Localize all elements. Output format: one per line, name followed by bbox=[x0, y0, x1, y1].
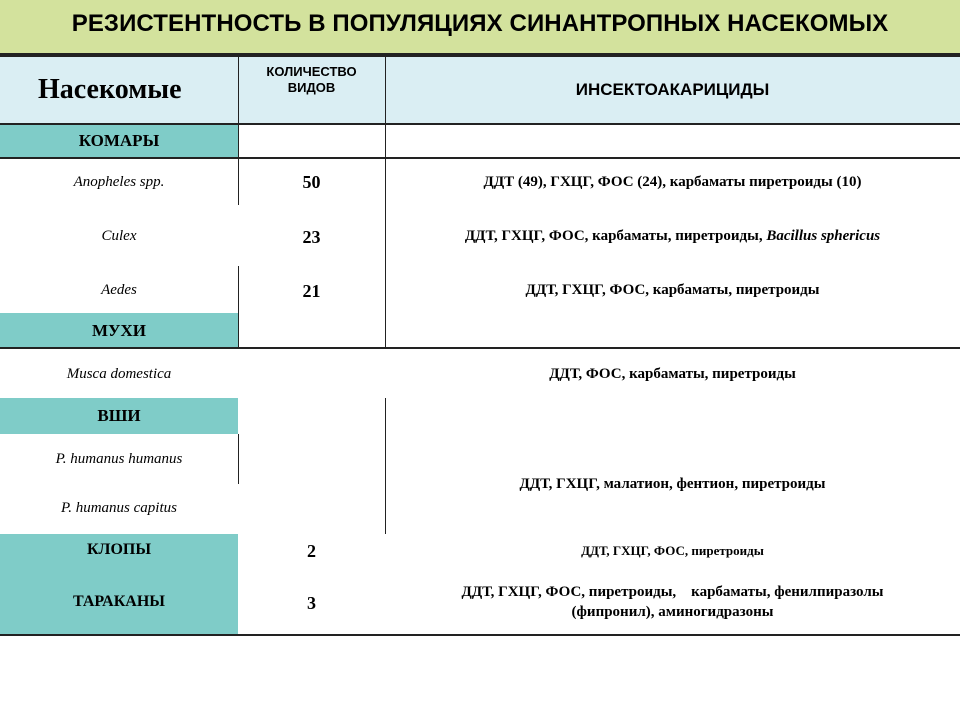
insecticides-culex-text: ДДТ, ГХЦГ, ФОС, карбаматы, пиретроиды, bbox=[464, 228, 763, 244]
vline-col2-header bbox=[385, 57, 386, 124]
insecticides-bugs: ДДТ, ГХЦГ, ФОС, пиретроиды bbox=[581, 543, 764, 558]
header-count-line2: ВИДОВ bbox=[287, 80, 336, 95]
category-mosquitoes: КОМАРЫ bbox=[78, 131, 160, 150]
insecticides-culex-italic: Bacillus sphericus bbox=[766, 228, 881, 244]
header-insects: Насекомые bbox=[38, 74, 182, 105]
vline-col1-c bbox=[238, 434, 239, 484]
insecticides-aedes: ДДТ, ГХЦГ, ФОС, карбаматы, пиретроиды bbox=[525, 282, 820, 298]
insect-capitis: P. humanus capitus bbox=[61, 500, 177, 516]
insect-aedes: Aedes bbox=[101, 282, 137, 298]
insecticides-culex bbox=[385, 228, 960, 245]
vline-col2-b bbox=[385, 398, 386, 534]
count-bugs: 2 bbox=[307, 541, 316, 561]
count-anopheles: 50 bbox=[302, 172, 321, 192]
rule-flies-bottom bbox=[0, 347, 960, 349]
insect-humanus: P. humanus humanus bbox=[55, 451, 183, 467]
header-insecticides: ИНСЕКТОАКАРИЦИДЫ bbox=[575, 80, 770, 99]
vline-col1-b bbox=[238, 266, 239, 348]
count-culex: 23 bbox=[302, 227, 321, 247]
rule-table-bottom bbox=[0, 634, 960, 636]
category-cockroaches: ТАРАКАНЫ bbox=[72, 593, 166, 610]
insect-musca: Musca domestica bbox=[66, 366, 172, 382]
insect-culex: Culex bbox=[101, 228, 137, 244]
count-aedes: 21 bbox=[302, 281, 321, 301]
slide-title: РЕЗИСТЕНТНОСТЬ В ПОПУЛЯЦИЯХ СИНАНТРОПНЫХ НАСЕКОМЫХ bbox=[71, 10, 889, 37]
header-count-line1: КОЛИЧЕСТВО bbox=[266, 64, 357, 79]
insecticides-cockroaches-line2: (фипронил), аминогидразоны bbox=[571, 604, 774, 620]
rule-header-top bbox=[0, 55, 960, 57]
category-flies: МУХИ bbox=[91, 321, 147, 340]
insecticides-cockroaches-line1: ДДТ, ГХЦГ, ФОС, пиретроиды, карбаматы, фенилпиразолы bbox=[461, 584, 884, 600]
category-lice: ВШИ bbox=[97, 406, 141, 425]
insecticides-lice: ДДТ, ГХЦГ, малатион, фентион, пиретроиды bbox=[519, 476, 826, 492]
insect-anopheles: Anopheles spp. bbox=[73, 174, 165, 190]
category-bugs: КЛОПЫ bbox=[86, 541, 152, 558]
count-cockroaches: 3 bbox=[307, 593, 316, 613]
insecticides-musca: ДДТ, ФОС, карбаматы, пиретроиды bbox=[549, 366, 796, 382]
title-bar bbox=[0, 0, 960, 55]
insecticides-anopheles: ДДТ (49), ГХЦГ, ФОС (24), карбаматы пиретроиды (10) bbox=[483, 174, 862, 190]
rule-header-bottom bbox=[0, 123, 960, 125]
vline-col1-header bbox=[238, 57, 239, 124]
rule-mosquitoes-bottom bbox=[0, 157, 960, 159]
